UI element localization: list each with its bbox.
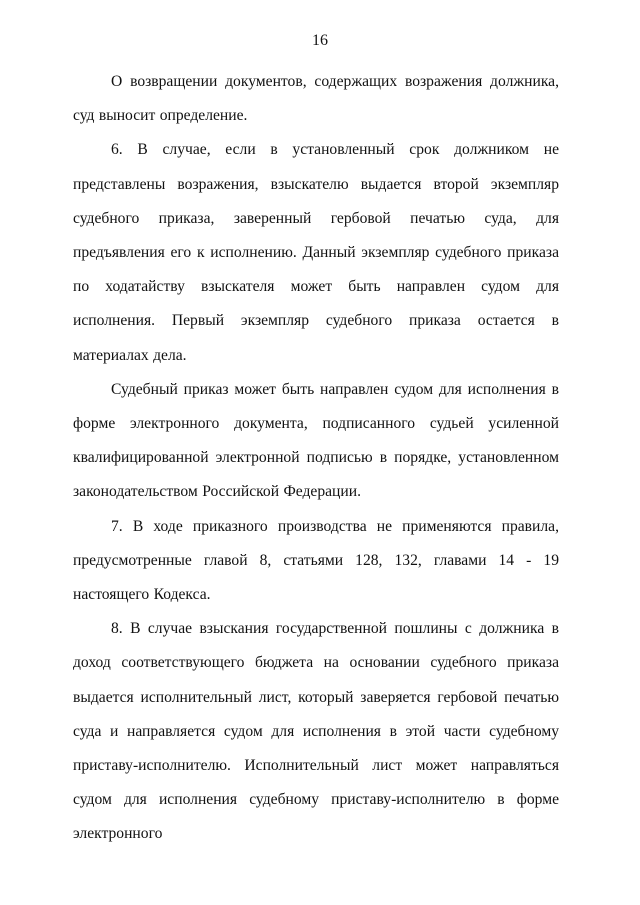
paragraph-item-7: 7. В ходе приказного производства не применяются правила, предусмотренные главой 8, статьями 128, 132, главами 14 - 19 настоящего Кодекса.: [73, 517, 559, 604]
document-body: [73, 65, 559, 852]
paragraph-electronic-order: Судебный приказ может быть направлен судом для исполнения в форме электронного документа, подписанного судьей усиленной квалифицированной электронной подписью в порядке, установленном законодательством Российской Федерации.: [73, 380, 559, 501]
page-number: 16: [312, 32, 328, 49]
paragraph-item-6: 6. В случае, если в установленный срок должником не представлены возражения, взыскателю выдается второй экземпляр судебного приказа, заверенный гербовой печатью суда, для предъявления его к исполнению. Данный экземпляр судебного приказа по ходатайству взыскателя может быть направлен судом для исполнения. Первый экземпляр судебного приказа остается в материалах дела.: [73, 141, 559, 364]
paragraph-item-8: 8. В случае взыскания государственной пошлины с должника в доход соответствующего бюджета на основании судебного приказа выдается исполнительный лист, который заверяется гербовой печатью суда и направляется судом для исполнения в этой части судебному приставу-исполнителю. Исполнительный лист может направляться судом для исполнения судебному приставу-исполнителю в форме электронного: [73, 620, 559, 843]
paragraph-return-of-documents: О возвращении документов, содержащих возражения должника, суд выносит определение.: [73, 73, 559, 125]
